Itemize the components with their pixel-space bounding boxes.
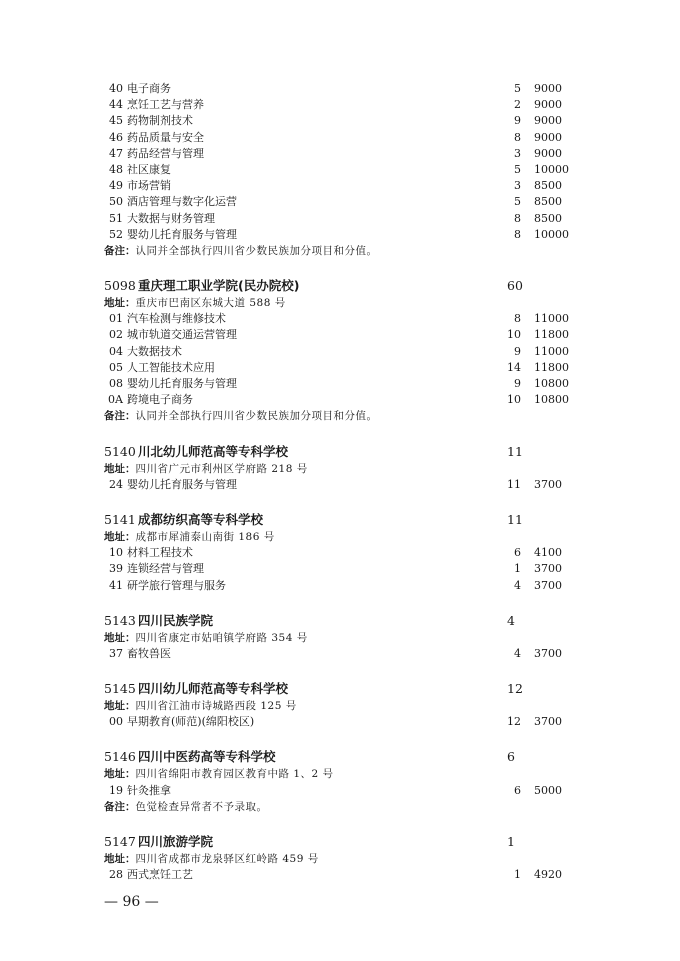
remark-text: 认同并全部执行四川省少数民族加分项目和分值。: [135, 244, 378, 257]
address-text: 四川省江油市诗城路西段 125 号: [135, 700, 297, 713]
school-address: [0, 295, 680, 311]
remark-text: 认同并全部执行四川省少数民族加分项目和分值。: [135, 410, 378, 423]
major-row: [0, 392, 680, 408]
major-count: 5: [514, 162, 521, 176]
major-count: 12: [507, 715, 521, 729]
major-name: 药物制剂技术: [127, 114, 193, 128]
major-fee: 8500: [534, 179, 562, 193]
major-row: [0, 360, 680, 376]
major-fee: 5000: [534, 783, 562, 797]
remark: [0, 799, 680, 815]
major-fee: 11000: [534, 312, 569, 326]
major-row: [0, 81, 680, 97]
major-count: 1: [514, 562, 521, 576]
major-fee: 9000: [534, 114, 562, 128]
major-code: 47: [109, 146, 123, 160]
major-name: 研学旅行管理与服务: [127, 578, 226, 592]
major-fee: 10800: [534, 377, 569, 390]
admission-plan-listing: [0, 81, 680, 883]
major-fee: 9000: [534, 130, 562, 144]
major-code: 37: [109, 646, 123, 660]
school-total: 60: [507, 278, 523, 294]
major-fee: 8500: [534, 195, 562, 209]
major-row: [0, 97, 680, 113]
major-count: 10: [507, 328, 521, 342]
major-name: 针灸推拿: [127, 783, 171, 797]
remark: [0, 243, 680, 259]
major-count: 4: [514, 578, 521, 592]
major-name: 大数据技术: [127, 344, 182, 358]
school-name: 重庆理工职业学院(民办院校): [138, 278, 300, 294]
major-count: 8: [514, 227, 521, 241]
school-name: 四川中医药高等专科学校: [138, 749, 276, 765]
major-name: 社区康复: [127, 162, 171, 176]
school-total: 4: [507, 612, 515, 628]
school-code: 5140: [104, 443, 136, 459]
school-block: [0, 832, 680, 883]
major-code: 41: [109, 578, 123, 592]
major-name: 药品质量与安全: [127, 130, 204, 144]
major-fee: 4920: [534, 868, 562, 882]
address-text: 四川省康定市姑咱镇学府路 354 号: [135, 631, 308, 644]
major-count: 9: [514, 377, 521, 390]
address-text: 四川省广元市利州区学府路 218 号: [135, 462, 308, 475]
school-total: 11: [507, 443, 523, 459]
major-row: [0, 714, 680, 730]
major-row: [0, 376, 680, 392]
major-name: 婴幼儿托育服务与管理: [127, 477, 237, 491]
major-name: 早期教育(师范)(绵阳校区): [127, 715, 255, 729]
remark-label: 备注：: [104, 244, 136, 257]
major-row: [0, 211, 680, 227]
school-header: [0, 832, 680, 851]
major-code: 46: [109, 130, 123, 144]
major-fee: 3700: [534, 578, 562, 592]
school-block: [0, 747, 680, 815]
major-count: 3: [514, 146, 521, 160]
major-count: 8: [514, 211, 521, 225]
major-count: 9: [514, 114, 521, 128]
school-block: [0, 442, 680, 493]
major-code: 44: [109, 98, 123, 112]
school-header: [0, 276, 680, 295]
major-name: 大数据与财务管理: [127, 211, 215, 225]
school-code: 5146: [104, 749, 136, 765]
major-row: [0, 130, 680, 146]
major-code: 0A: [108, 393, 123, 407]
major-name: 西式烹饪工艺: [127, 868, 193, 882]
school-header: [0, 679, 680, 698]
major-name: 烹饪工艺与营养: [127, 98, 204, 112]
major-count: 11: [507, 477, 521, 491]
major-row: [0, 227, 680, 243]
major-name: 材料工程技术: [127, 546, 193, 560]
major-name: 婴幼儿托育服务与管理: [127, 377, 237, 390]
school-block: [0, 276, 680, 425]
major-name: 城市轨道交通运营管理: [127, 328, 237, 342]
major-code: 28: [109, 868, 123, 882]
major-count: 8: [514, 130, 521, 144]
school-name: 川北幼儿师范高等专科学校: [138, 443, 289, 459]
school-block: [0, 679, 680, 730]
school-block: [0, 611, 680, 662]
major-name: 市场营销: [127, 179, 171, 193]
school-code: 5098: [104, 278, 136, 294]
remark-label: 备注：: [104, 800, 136, 813]
major-fee: 3700: [534, 646, 562, 660]
major-name: 跨境电子商务: [127, 393, 193, 407]
major-fee: 4100: [534, 546, 562, 560]
major-count: 8: [514, 312, 521, 326]
carryover-section: [0, 81, 680, 259]
major-fee: 3700: [534, 562, 562, 576]
major-fee: 11800: [534, 328, 569, 342]
school-header: [0, 510, 680, 529]
major-count: 5: [514, 82, 521, 95]
major-fee: 11800: [534, 360, 569, 374]
school-address: [0, 461, 680, 477]
major-row: [0, 477, 680, 493]
major-row: [0, 545, 680, 561]
remark: [0, 408, 680, 424]
major-row: [0, 162, 680, 178]
major-count: 10: [507, 393, 521, 407]
school-name: 四川旅游学院: [138, 834, 214, 849]
schools-list: [0, 276, 680, 883]
major-row: [0, 646, 680, 662]
major-count: 5: [514, 195, 521, 209]
major-code: 45: [109, 114, 123, 128]
school-code: 5145: [104, 681, 136, 697]
school-name: 四川幼儿师范高等专科学校: [138, 681, 289, 697]
major-count: 1: [514, 868, 521, 882]
major-code: 10: [109, 546, 123, 560]
school-code: 5147: [104, 834, 136, 849]
major-code: 19: [109, 783, 123, 797]
major-code: 01: [109, 312, 123, 326]
major-row: [0, 194, 680, 210]
school-total: 12: [507, 681, 523, 697]
school-address: [0, 698, 680, 714]
school-address: [0, 529, 680, 545]
major-code: 02: [109, 328, 123, 342]
major-row: [0, 561, 680, 577]
school-address: [0, 630, 680, 646]
major-name: 婴幼儿托育服务与管理: [127, 227, 237, 241]
major-row: [0, 867, 680, 883]
major-row: [0, 344, 680, 360]
major-code: 48: [109, 162, 123, 176]
major-code: 40: [109, 82, 123, 95]
school-code: 5141: [104, 511, 136, 527]
major-code: 05: [109, 360, 123, 374]
school-block: [0, 510, 680, 594]
major-code: 00: [109, 715, 123, 729]
major-code: 49: [109, 179, 123, 193]
school-total: 6: [507, 749, 515, 765]
major-row: [0, 113, 680, 129]
school-name: 成都纺织高等专科学校: [138, 511, 264, 527]
school-total: 1: [507, 834, 515, 849]
address-label: 地址：: [104, 768, 136, 781]
major-name: 电子商务: [127, 82, 171, 95]
school-header: [0, 442, 680, 461]
major-name: 畜牧兽医: [127, 646, 171, 660]
major-code: 08: [109, 377, 123, 390]
school-address: [0, 851, 680, 867]
address-label: 地址：: [104, 530, 136, 543]
address-label: 地址：: [104, 631, 136, 644]
major-count: 6: [514, 546, 521, 560]
major-fee: 11000: [534, 344, 569, 358]
major-code: 04: [109, 344, 123, 358]
major-count: 2: [514, 98, 521, 112]
address-text: 成都市犀浦泰山南街 186 号: [135, 530, 275, 543]
school-total: 11: [507, 511, 523, 527]
major-name: 酒店管理与数字化运营: [127, 195, 237, 209]
school-name: 四川民族学院: [138, 612, 214, 628]
major-row: [0, 311, 680, 327]
major-fee: 9000: [534, 146, 562, 160]
major-fee: 3700: [534, 477, 562, 491]
school-address: [0, 766, 680, 782]
major-code: 52: [109, 227, 123, 241]
major-code: 39: [109, 562, 123, 576]
major-name: 汽车检测与维修技术: [127, 312, 226, 326]
major-code: 50: [109, 195, 123, 209]
major-fee: 9000: [534, 82, 562, 95]
major-row: [0, 578, 680, 594]
major-fee: 10000: [534, 162, 569, 176]
school-header: [0, 747, 680, 766]
major-fee: 10000: [534, 227, 569, 241]
address-label: 地址：: [104, 297, 136, 310]
major-name: 药品经营与管理: [127, 146, 204, 160]
major-row: [0, 146, 680, 162]
school-code: 5143: [104, 612, 136, 628]
major-fee: 10800: [534, 393, 569, 407]
major-row: [0, 327, 680, 343]
major-row: [0, 178, 680, 194]
major-fee: 8500: [534, 211, 562, 225]
major-row: [0, 783, 680, 799]
address-text: 四川省成都市龙泉驿区红岭路 459 号: [135, 853, 319, 865]
school-header: [0, 611, 680, 630]
address-text: 四川省绵阳市教育园区教育中路 1、2 号: [135, 768, 334, 781]
major-fee: 9000: [534, 98, 562, 112]
major-count: 6: [514, 783, 521, 797]
address-text: 重庆市巴南区东城大道 588 号: [135, 297, 286, 310]
major-count: 9: [514, 344, 521, 358]
address-label: 地址：: [104, 462, 136, 475]
remark-label: 备注：: [104, 410, 136, 423]
major-fee: 3700: [534, 715, 562, 729]
major-count: 4: [514, 646, 521, 660]
remark-text: 色觉检查异常者不予录取。: [135, 800, 268, 813]
major-code: 24: [109, 477, 123, 491]
major-name: 人工智能技术应用: [127, 360, 215, 374]
address-label: 地址：: [104, 700, 136, 713]
major-count: 14: [507, 360, 521, 374]
major-count: 3: [514, 179, 521, 193]
address-label: 地址：: [104, 853, 136, 865]
major-name: 连锁经营与管理: [127, 562, 204, 576]
major-code: 51: [109, 211, 123, 225]
page-number: — 96 —: [104, 894, 159, 910]
